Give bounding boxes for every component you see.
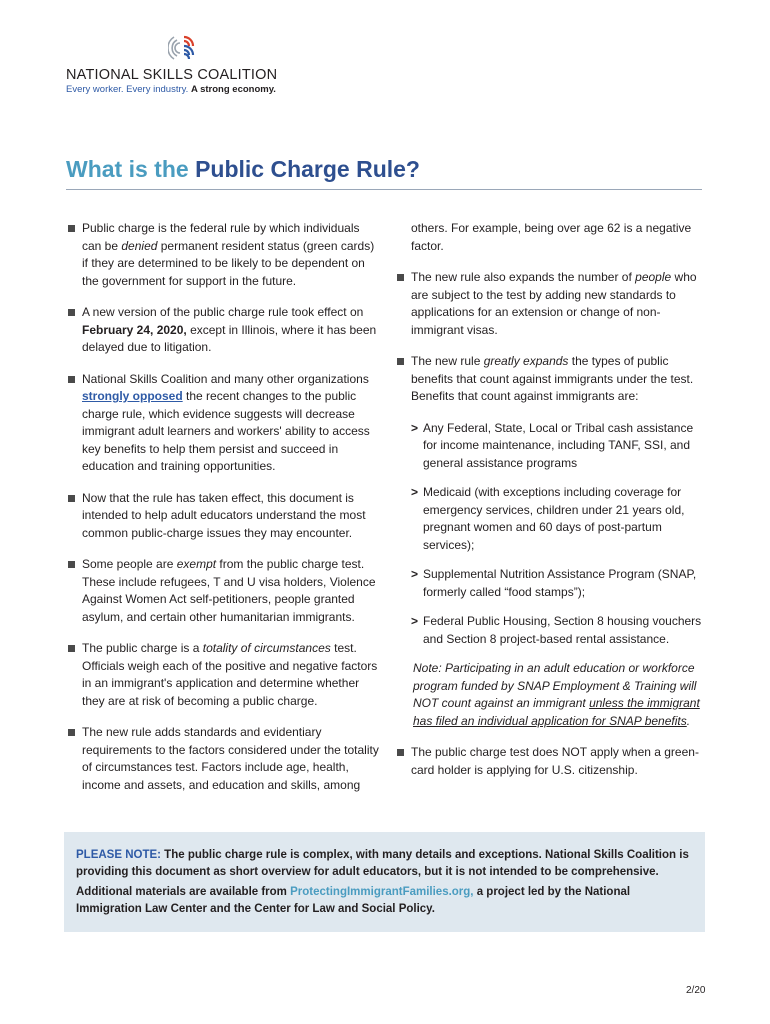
square-bullet-icon	[68, 561, 75, 568]
logo-name: NATIONAL SKILLS COALITION	[66, 67, 278, 83]
logo-tagline-part2: A strong economy.	[190, 84, 276, 95]
strongly-opposed-link[interactable]: strongly opposed	[82, 389, 183, 403]
chevron-right-icon: >	[411, 420, 419, 435]
bullet-item: Public charge is the federal rule by which individuals can be denied permanent resident status (green cards) if they are determined to be likely to be dependent on the government for support in the future.	[66, 220, 380, 290]
page-number: 2/20	[686, 985, 706, 996]
title-part1: What is the	[66, 156, 196, 182]
bullet-item: The new rule greatly expands the types of public benefits that count against immigrants under the test. Benefits that count against immigrants are:	[395, 353, 707, 406]
square-bullet-icon	[68, 495, 75, 502]
square-bullet-icon	[68, 225, 75, 232]
sub-list-item: > Medicaid (with exceptions including coverage for emergency services, children under 21 years old, pregnant women and 60 days of post-partum services);	[411, 485, 685, 552]
page-title	[66, 156, 420, 183]
left-column	[66, 220, 380, 808]
radio-wave-icon	[168, 34, 202, 66]
square-bullet-icon	[397, 274, 404, 281]
chevron-right-icon: >	[411, 567, 419, 581]
bullet-item: Now that the rule has taken effect, this document is intended to help adult educators understand the most common public-charge issues they may encounter.	[66, 490, 380, 543]
bullet-item: A new version of the public charge rule took effect on February 24, 2020, except in Illinois, where it has been delayed due to litigation.	[66, 304, 380, 357]
square-bullet-icon	[68, 729, 75, 736]
logo-tagline	[66, 84, 276, 95]
square-bullet-icon	[68, 645, 75, 652]
bullet-item: The public charge is a totality of circumstances test. Officials weigh each of the positive and negative factors in an immigrant's application and determine whether they are at risk of becoming a public charge.	[66, 640, 380, 710]
title-part2: Public Charge Rule?	[195, 156, 420, 182]
additional-materials-text: Additional materials are available from ProtectingImmigrantFamilies.org, a project led by the National Immigration Law Center and the Center for Law and Social Policy.	[76, 886, 631, 915]
please-note-text: PLEASE NOTE: The public charge rule is complex, with many details and exceptions. National Skills Coalition is providing this document as short overview for adult educators, but it is not intended to be comprehensive.	[76, 849, 689, 878]
logo-tagline-part1: Every worker. Every industry.	[66, 84, 189, 95]
square-bullet-icon	[68, 309, 75, 316]
chevron-right-icon: >	[411, 485, 419, 499]
snap-note: Note: Participating in an adult education or workforce program funded by SNAP Employment & Training will NOT count against an immigrant unless the immigrant has filed an individual application for SNAP benefits.	[413, 661, 700, 728]
please-note-box	[64, 832, 705, 932]
bullet-item: National Skills Coalition and many other organizations strongly opposed the recent changes to the public charge rule, which evidence suggests will decrease immigrant adult learners and workers' ability to access key benefits to help them persist and succeed in education and training opportunities.	[66, 371, 380, 476]
protecting-immigrant-families-link[interactable]: ProtectingImmigrantFamilies.org,	[290, 886, 474, 898]
right-column	[395, 220, 707, 793]
square-bullet-icon	[68, 376, 75, 383]
sub-list-item: > Any Federal, State, Local or Tribal cash assistance for income maintenance, including TANF, SSI, and general assistance programs	[411, 420, 694, 470]
bullet-item: The new rule also expands the number of people who are subject to the test by adding new standards to applications for an extension or change of non-immigrant visas.	[395, 269, 707, 339]
title-divider	[66, 189, 702, 190]
chevron-right-icon: >	[411, 614, 419, 628]
square-bullet-icon	[397, 358, 404, 365]
bullet-continuation: others. For example, being over age 62 is a negative factor.	[411, 221, 692, 253]
sub-list-item: > Supplemental Nutrition Assistance Program (SNAP, formerly called “food stamps”);	[411, 567, 697, 599]
bullet-item: Some people are exempt from the public charge test. These include refugees, T and U visa holders, Violence Against Women Act self-petitioners, people granted asylum, and certain other humanitarian immigrants.	[66, 556, 380, 626]
please-note-label: PLEASE NOTE:	[76, 849, 161, 861]
bullet-item: The new rule adds standards and evidentiary requirements to the factors considered under the totality of circumstances test. Factors include age, health, income and assets, and education and skills, among	[66, 724, 380, 794]
bullet-item: The public charge test does NOT apply when a green-card holder is applying for U.S. citizenship.	[395, 744, 707, 779]
sub-list-item: > Federal Public Housing, Section 8 housing vouchers and Section 8 project-based rental assistance.	[411, 614, 702, 646]
square-bullet-icon	[397, 749, 404, 756]
